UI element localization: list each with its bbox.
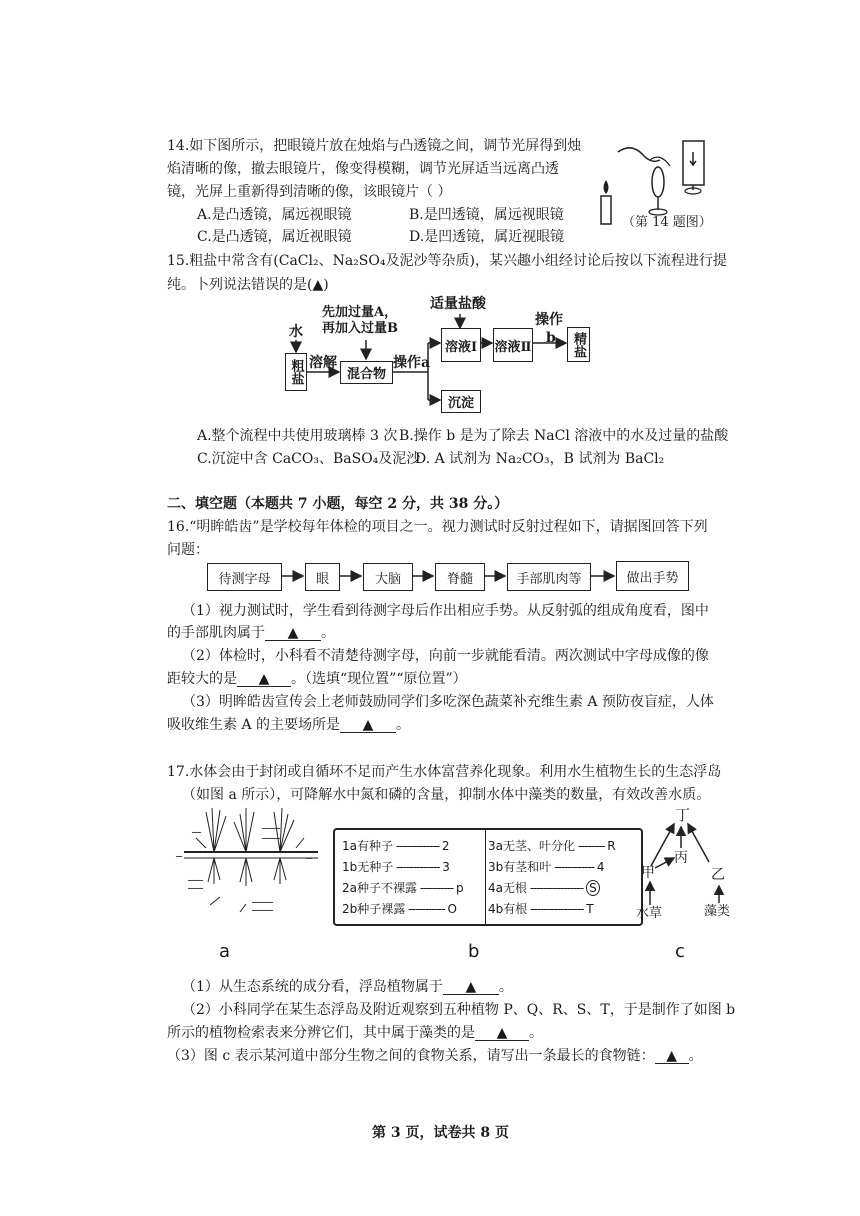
reflex-step-1: 待测字母 — [207, 563, 282, 591]
key-row-1a: 1a有种子 ------------- 2 — [342, 839, 450, 853]
q14-stem-line2: 焰清晰的像，撤去眼镜片，像变得模糊，调节光屏适当远离凸透 — [167, 161, 559, 177]
q16-blank-3[interactable]: ▲ — [340, 718, 396, 733]
flow-dissolve-label: 溶解 — [309, 355, 337, 371]
flow-water-label: 水 — [289, 324, 303, 340]
flow-crude-salt-box: 粗盐 — [285, 353, 307, 391]
q16-stem-line2: 问题： — [167, 542, 209, 558]
q17-fig-c-label: c — [675, 941, 685, 962]
screen-icon — [683, 141, 704, 185]
flow-reagents-line1: 先加过量A， — [322, 305, 398, 320]
reflex-step-2: 眼 — [305, 563, 340, 591]
flow-op-a-label: 操作a — [393, 355, 431, 371]
reflex-step-4: 脊髓 — [435, 563, 485, 591]
flow-solution1-box: 溶液Ⅰ — [441, 328, 481, 362]
web-zaolei: 藻类 — [704, 904, 731, 919]
q17-part3: （3）图 c 表示某河道中部分生物之间的食物关系，请写出一条最长的食物链： ▲ 。 — [167, 1048, 703, 1064]
flow-acid-label: 适量盐酸 — [430, 296, 486, 312]
flow-mixture-box: 混合物 — [340, 361, 393, 384]
svg-text:━━━━━: ━━━━━ — [188, 878, 204, 884]
svg-text:━━━: ━━━ — [192, 830, 202, 836]
q17-stem-line1: 17.水体会由于封闭或自循环不足而产生水体富营养化现象。利用水生植物生长的生态浮岛 — [167, 764, 722, 780]
candle-icon — [601, 196, 611, 224]
reflex-step-5: 手部肌肉等 — [507, 563, 591, 591]
flow-reagents-line2: 再加入过量B — [322, 321, 398, 336]
reflex-step-6: 做出手势 — [616, 561, 689, 591]
svg-text:━━: ━━ — [176, 854, 183, 860]
flow-precipitate-box: 沉淀 — [441, 390, 481, 413]
q15-option-a: A.整个流程中共使用玻璃棒 3 次 — [197, 428, 398, 444]
q16-blank-2[interactable]: ▲ — [237, 672, 291, 687]
key-row-2b: 2b种子裸露 ----------- O — [342, 902, 457, 916]
svg-text:━━━━━━━: ━━━━━━━ — [252, 900, 274, 906]
q17-blank-3[interactable]: ▲ — [655, 1049, 689, 1064]
q17-blank-2[interactable]: ▲ — [475, 1026, 529, 1041]
key-row-4a: 4a无根 ---------------- S — [488, 879, 600, 896]
q14-stem-line3: 镜，光屏上重新得到清晰的像，该眼镜片（ ） — [167, 184, 452, 200]
q17-fig-b-label: b — [468, 941, 480, 962]
key-row-3a: 3a无茎、叶分化 -------- R — [488, 839, 616, 853]
flow-solution2-box: 溶液Ⅱ — [493, 328, 533, 362]
q15-option-b: B.操作 b 是为了除去 NaCl 溶液中的水及过量的盐酸 — [399, 428, 729, 444]
q16-blank-1[interactable]: ▲ — [265, 626, 321, 641]
q14-option-c: C.是凸透镜，属近视眼镜 — [197, 229, 352, 245]
svg-text:━━━━━━━: ━━━━━━━ — [252, 908, 274, 914]
svg-text:━━: ━━ — [306, 856, 313, 862]
q17-stem-line2: （如图 a 所示），可降解水中氮和磷的含量，抑制水体中藻类的数量，有效改善水质。 — [182, 787, 711, 803]
flow-op-b-top: 操作 — [535, 312, 563, 328]
q17-blank-1[interactable]: ▲ — [443, 980, 499, 995]
svg-text:━━━━━━: ━━━━━━ — [262, 836, 281, 842]
q16-part1-line1: （1）视力测试时，学生看到待测字母后作出相应手势。从反射弧的组成角度看，图中 — [182, 603, 709, 619]
key-circled-s: S — [586, 880, 600, 896]
q16-part2-line1: （2）体检时，小科看不清楚待测字母，向前一步就能看清。两次测试中字母成像的像 — [182, 648, 709, 664]
web-bing: 丙 — [674, 850, 688, 866]
q15-stem-line2: 纯。卜列说法错误的是(▲) — [167, 277, 329, 293]
q16-part2-line2: 距较大的是 ▲ 。（选填“现位置”“原位置”） — [167, 671, 467, 687]
q15-option-d: D. A 试剂为 Na₂CO₃，B 试剂为 BaCl₂ — [415, 451, 665, 467]
q17-fig-a-label: a — [219, 941, 231, 962]
q16-part3-line1: （3）明眸皓齿宣传会上老师鼓励同学们多吃深色蔬菜补充维生素 A 预防夜盲症，人体 — [182, 694, 714, 710]
q14-figure-caption: （第 14 题图） — [622, 215, 712, 230]
q16-part3-line2: 吸收维生素 A 的主要场所是 ▲ 。 — [167, 717, 411, 733]
q14-stem-line1: 14.如下图所示，把眼镜片放在烛焰与凸透镜之间，调节光屏得到烛 — [167, 138, 582, 154]
q15-stem-line1: 15.粗盐中常含有(CaCl₂、Na₂SO₄及泥沙等杂质)，某兴趣小组经讨论后按以下流程进行提 — [167, 253, 727, 269]
flame-icon — [604, 180, 609, 194]
reflex-step-3: 大脑 — [363, 563, 413, 591]
q14-option-a: A.是凸透镜，属远视眼镜 — [197, 207, 352, 223]
lens-icon — [652, 167, 664, 197]
page-footer: 第 3 页，试卷共 8 页 — [372, 1125, 509, 1141]
q17-part1: （1）从生态系统的成分看，浮岛植物属于 ▲ 。 — [182, 979, 513, 995]
q17-part2-line2: 所示的植物检索表来分辨它们，其中属于藻类的是 ▲ 。 — [167, 1025, 543, 1041]
section2-heading: 二、填空题（本题共 7 小题，每空 2 分，共 38 分。） — [167, 496, 509, 512]
key-row-3b: 3b有茎和叶 ------------ 4 — [488, 860, 605, 874]
key-row-2a: 2a种子不裸露 ---------- p — [342, 881, 464, 895]
q14-option-b: B.是凹透镜，属远视眼镜 — [409, 207, 564, 223]
key-row-4b: 4b有根 ---------------- T — [488, 902, 594, 916]
key-row-1b: 1b无种子 ------------- 3 — [342, 860, 450, 874]
web-yi: 乙 — [711, 867, 725, 883]
q16-stem-line1: 16.“明眸皓齿”是学校每年体检的项目之一。视力测试时反射过程如下，请据图回答下列 — [167, 519, 708, 535]
flow-op-b-bottom: b — [546, 330, 556, 346]
web-shuicao: 水草 — [636, 906, 663, 921]
svg-text:━━━━━━: ━━━━━━ — [262, 826, 281, 832]
q16-part1-line2: 的手部肌肉属于 ▲ 。 — [167, 625, 335, 641]
svg-text:━━━━━: ━━━━━ — [188, 886, 204, 892]
flow-fine-salt-box: 精盐 — [567, 327, 590, 362]
hand-icon — [618, 148, 660, 162]
q15-option-c: C.沉淀中含 CaCO₃、BaSO₄及泥沙 — [197, 451, 421, 467]
q14-option-d: D.是凹透镜，属近视眼镜 — [409, 229, 565, 245]
web-jia: 甲 — [641, 865, 655, 881]
web-ding: 丁 — [675, 806, 691, 824]
q17-part2-line1: （2）小科同学在某生态浮岛及附近观察到五种植物 P、Q、R、S、T，于是制作了如图 b — [182, 1002, 736, 1018]
